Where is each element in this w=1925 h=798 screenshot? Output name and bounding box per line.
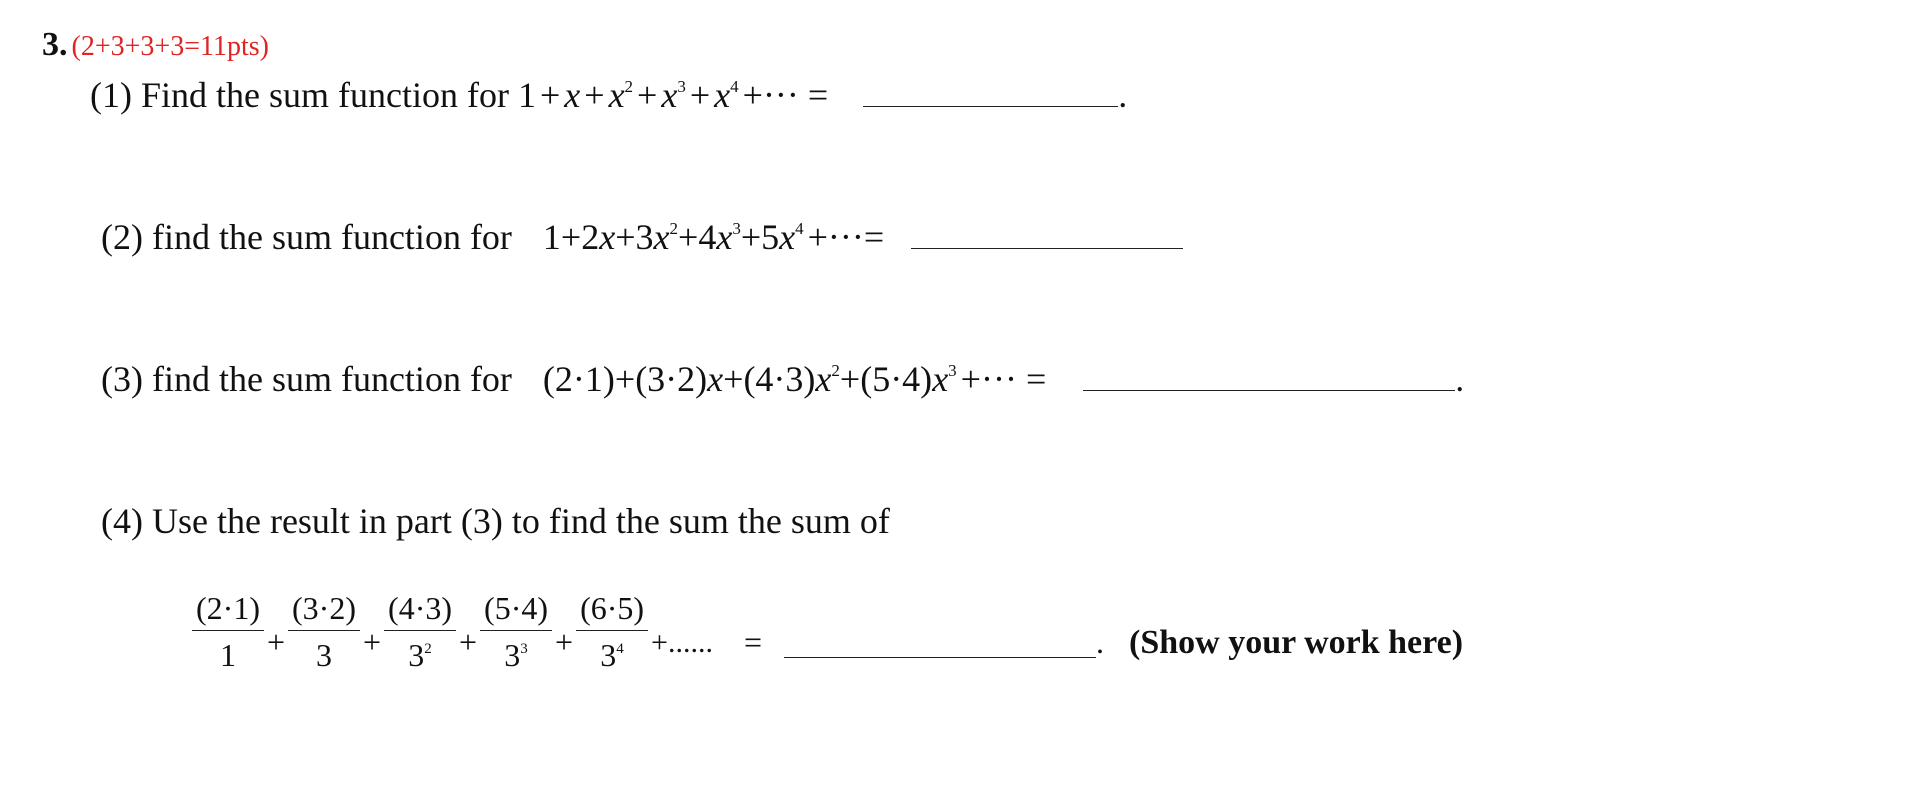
equals-sign: = — [743, 624, 762, 660]
part-2-expression: $1+2x+3x^2+4x^3+5x^4$ +···= — [542, 217, 885, 257]
plus-sign: + — [362, 624, 382, 660]
part-1-label: (1) — [90, 75, 132, 115]
part-2-prompt: find the sum function for — [151, 217, 512, 257]
part-4-answer-blank[interactable] — [784, 631, 1096, 658]
show-work-note: (Show your work here) — [1129, 623, 1464, 661]
part-3-answer-blank[interactable] — [1083, 364, 1455, 391]
plus-sign: + — [459, 624, 478, 660]
part-1-period: . — [1118, 75, 1128, 115]
part-4-label: (4) — [101, 501, 143, 541]
fraction-term: $\frac{(5\cdot 4)}{3^3}$ — [480, 592, 552, 671]
question-header — [42, 26, 269, 64]
question-number: 3. — [42, 26, 68, 63]
part-2-label: (2) — [101, 217, 143, 257]
part-3 — [101, 358, 1464, 400]
points-breakdown: (2+3+3+3=11pts) — [71, 31, 269, 62]
part-3-prompt: find the sum function for — [151, 359, 512, 399]
part-1-prompt: Find the sum function for — [140, 75, 509, 115]
fraction-term: $\frac{(6\cdot 5)}{3^4}$ — [576, 592, 648, 671]
part-4-series — [192, 592, 1463, 671]
part-4-prompt: Use the result in part (3) to find the sum the sum of — [151, 501, 890, 541]
fraction-term: $\frac{(3\cdot 2)}{3}$ — [288, 592, 360, 671]
part-2 — [101, 216, 1183, 258]
fraction-term: $\frac{(2\cdot 1)}{1}$ — [192, 592, 264, 671]
part-3-label: (3) — [101, 359, 143, 399]
plus-sign: + — [266, 624, 286, 660]
part-4 — [101, 500, 890, 542]
plus-sign: + — [555, 624, 574, 660]
part-1 — [90, 74, 1127, 116]
part-4-period: . — [1096, 624, 1104, 660]
part-1-expression: $1 + x + x^2 + x^3 + x^4$ +··· = — [517, 75, 829, 115]
series-continuation: +...... — [651, 625, 713, 659]
part-3-expression: $(2\cdot 1)+(3\cdot 2)x+(4\cdot 3)x^2+(5\cdot 4)x^3$ +··· = — [542, 359, 1047, 399]
part-3-period: . — [1455, 359, 1465, 399]
fraction-term: $\frac{(4\cdot 3)}{3^2}$ — [384, 592, 456, 671]
part-2-answer-blank[interactable] — [911, 222, 1183, 249]
part-1-answer-blank[interactable] — [863, 80, 1118, 107]
